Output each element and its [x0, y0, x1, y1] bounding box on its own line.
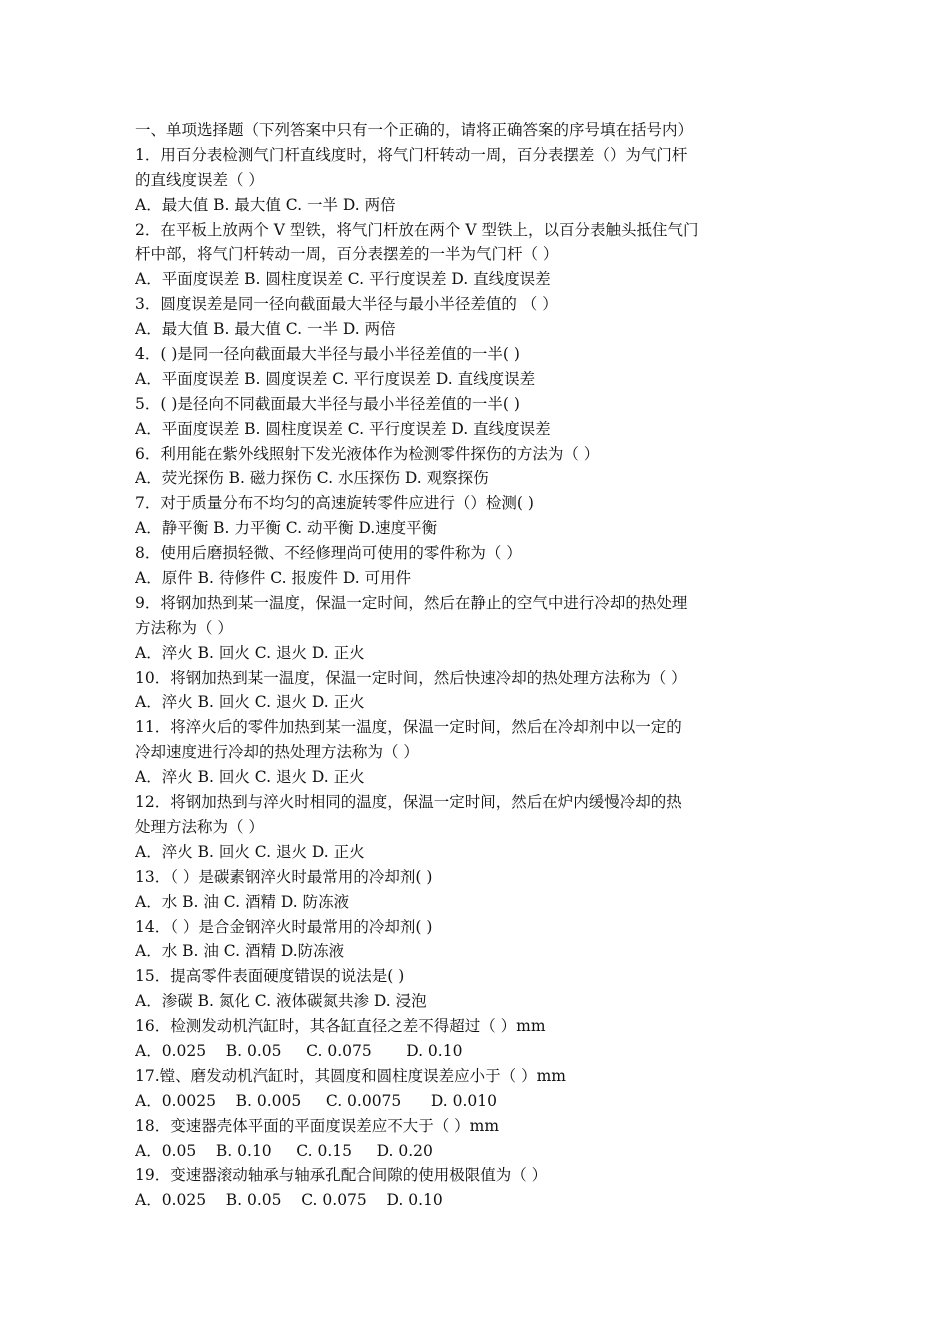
question-19-text: 19．变速器滚动轴承与轴承孔配合间隙的使用极限值为（ ）: [135, 1166, 548, 1185]
question-9-options: A．淬火 B. 回火 C. 退火 D. 正火: [135, 643, 365, 662]
question-9-text-cont: 方法称为（ ）: [135, 618, 233, 637]
question-2-text-cont: 杆中部，将气门杆转动一周，百分表摆差的一半为气门杆（ ）: [135, 245, 559, 264]
question-17-text: 17.镗、磨发动机汽缸时，其圆度和圆柱度误差应小于（ ）mm: [135, 1066, 566, 1085]
exam-document: [135, 118, 825, 1213]
question-9-text: 9．将钢加热到某一温度，保温一定时间，然后在静止的空气中进行冷却的热处理: [135, 593, 688, 612]
question-19-options: A．0.025 B. 0.05 C. 0.075 D. 0.10: [135, 1191, 443, 1210]
question-15-options: A．渗碳 B. 氮化 C. 液体碳氮共渗 D. 浸泡: [135, 992, 427, 1011]
section-heading: 一、单项选择题（下列答案中只有一个正确的，请将正确答案的序号填在括号内）: [135, 121, 694, 139]
question-5-options: A．平面度误差 B. 圆柱度误差 C. 平行度误差 D. 直线度误差: [135, 419, 551, 438]
question-6-options: A．荧光探伤 B. 磁力探伤 C. 水压探伤 D. 观察探伤: [135, 469, 489, 488]
question-4-options: A．平面度误差 B. 圆度误差 C. 平行度误差 D. 直线度误差: [135, 369, 536, 388]
question-18-options: A．0.05 B. 0.10 C. 0.15 D. 0.20: [135, 1141, 433, 1160]
question-7-options: A．静平衡 B. 力平衡 C. 动平衡 D.速度平衡: [135, 519, 438, 538]
question-11-text-cont: 冷却速度进行冷却的热处理方法称为（ ）: [135, 743, 419, 762]
question-3-text: 3．圆度误差是同一径向截面最大半径与最小半径差值的 （ ）: [135, 295, 558, 314]
question-7-text: 7．对于质量分布不均匀的高速旋转零件应进行（）检测( ): [135, 494, 534, 513]
question-13-options: A．水 B. 油 C. 酒精 D. 防冻液: [135, 892, 350, 911]
question-11-options: A．淬火 B. 回火 C. 退火 D. 正火: [135, 768, 365, 787]
question-12-text: 12．将钢加热到与淬火时相同的温度，保温一定时间，然后在炉内缓慢冷却的热: [135, 793, 682, 812]
question-18-text: 18．变速器壳体平面的平面度误差应不大于（ ）mm: [135, 1116, 500, 1135]
question-8-text: 8．使用后磨损轻微、不经修理尚可使用的零件称为（ ）: [135, 544, 522, 563]
question-15-text: 15．提高零件表面硬度错误的说法是( ): [135, 967, 405, 986]
question-13-text: 13．（ ）是碳素钢淬火时最常用的冷却剂( ): [135, 867, 433, 886]
question-16-text: 16．检测发动机汽缸时，其各缸直径之差不得超过（ ）mm: [135, 1017, 546, 1036]
question-6-text: 6．利用能在紫外线照射下发光液体作为检测零件探伤的方法为（ ）: [135, 444, 600, 463]
question-14-options: A．水 B. 油 C. 酒精 D.防冻液: [135, 942, 345, 961]
question-1-text: 1．用百分表检测气门杆直线度时，将气门杆转动一周，百分表摆差（）为气门杆: [135, 145, 688, 164]
question-12-options: A．淬火 B. 回火 C. 退火 D. 正火: [135, 842, 365, 861]
question-8-options: A．原件 B. 待修件 C. 报废件 D. 可用件: [135, 569, 412, 588]
question-5-text: 5．( )是径向不同截面最大半径与最小半径差值的一半( ): [135, 394, 520, 413]
question-10-text: 10．将钢加热到某一温度，保温一定时间，然后快速冷却的热处理方法称为（ ）: [135, 668, 687, 687]
question-3-options: A．最大值 B. 最大值 C. 一半 D. 两倍: [135, 320, 396, 339]
question-16-options: A．0.025 B. 0.05 C. 0.075 D. 0.10: [135, 1041, 463, 1060]
question-2-text: 2．在平板上放两个 V 型铁，将气门杆放在两个 V 型铁上，以百分表触头抵住气门: [135, 220, 699, 239]
question-4-text: 4．( )是同一径向截面最大半径与最小半径差值的一半( ): [135, 345, 520, 364]
question-1-options: A．最大值 B. 最大值 C. 一半 D. 两倍: [135, 195, 396, 214]
question-14-text: 14．（ ）是合金钢淬火时最常用的冷却剂( ): [135, 917, 433, 936]
question-17-options: A．0.0025 B. 0.005 C. 0.0075 D. 0.010: [135, 1091, 497, 1110]
question-2-options: A．平面度误差 B. 圆柱度误差 C. 平行度误差 D. 直线度误差: [135, 270, 551, 289]
question-12-text-cont: 处理方法称为（ ）: [135, 817, 264, 836]
question-1-text-cont: 的直线度误差（ ）: [135, 170, 264, 189]
question-10-options: A．淬火 B. 回火 C. 退火 D. 正火: [135, 693, 365, 712]
question-11-text: 11．将淬火后的零件加热到某一温度，保温一定时间，然后在冷却剂中以一定的: [135, 718, 682, 737]
